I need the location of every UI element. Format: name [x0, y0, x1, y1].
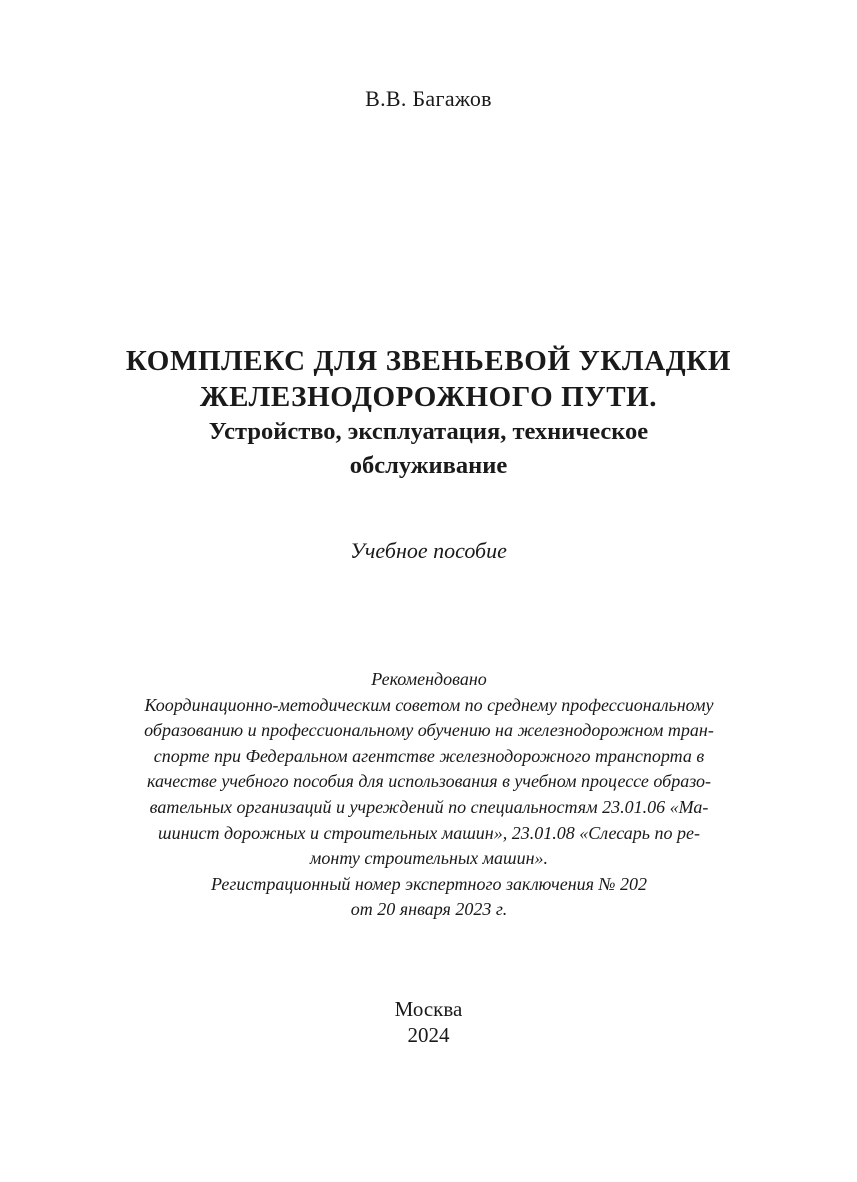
recommendation-line: спорте при Федеральном агентстве железнодорожного транспорта в [153, 745, 705, 766]
publication-year: 2024 [407, 1023, 450, 1047]
book-title-block [0, 343, 857, 483]
imprint [0, 996, 857, 1048]
recommendation-block [86, 667, 772, 923]
book-subtitle-line-2: обслуживание [349, 452, 508, 479]
recommendation-line: образованию и профессиональному обучению на железнодорожном тран- [144, 720, 714, 741]
recommendation-line: вательных организаций и учреждений по специальностям 23.01.06 «Ма- [149, 796, 709, 817]
book-subtitle-line-1: Устройство, эксплуатация, техническое [208, 418, 649, 445]
publication-city: Москва [394, 997, 463, 1021]
recommendation-line: Координационно-методическим советом по среднему профессиональному [144, 694, 714, 715]
book-type: Учебное пособие [350, 538, 507, 563]
recommendation-heading: Рекомендовано [371, 669, 487, 689]
registration-number: Регистрационный номер экспертного заключения № 202 [211, 873, 647, 894]
recommendation-line: монту строительных машин». [309, 848, 549, 869]
author-name: В.В. Багажов [365, 86, 492, 111]
book-title-line-1: КОМПЛЕКС ДЛЯ ЗВЕНЬЕВОЙ УКЛАДКИ [125, 345, 732, 377]
recommendation-line: качестве учебного пособия для использования в учебном процессе образо- [146, 771, 712, 792]
recommendation-line: шинист дорожных и строительных машин», 23.01.08 «Слесарь по ре- [158, 822, 700, 843]
registration-date: от 20 января 2023 г. [350, 899, 508, 920]
book-title-line-2: ЖЕЛЕЗНОДОРОЖНОГО ПУТИ. [199, 381, 658, 413]
